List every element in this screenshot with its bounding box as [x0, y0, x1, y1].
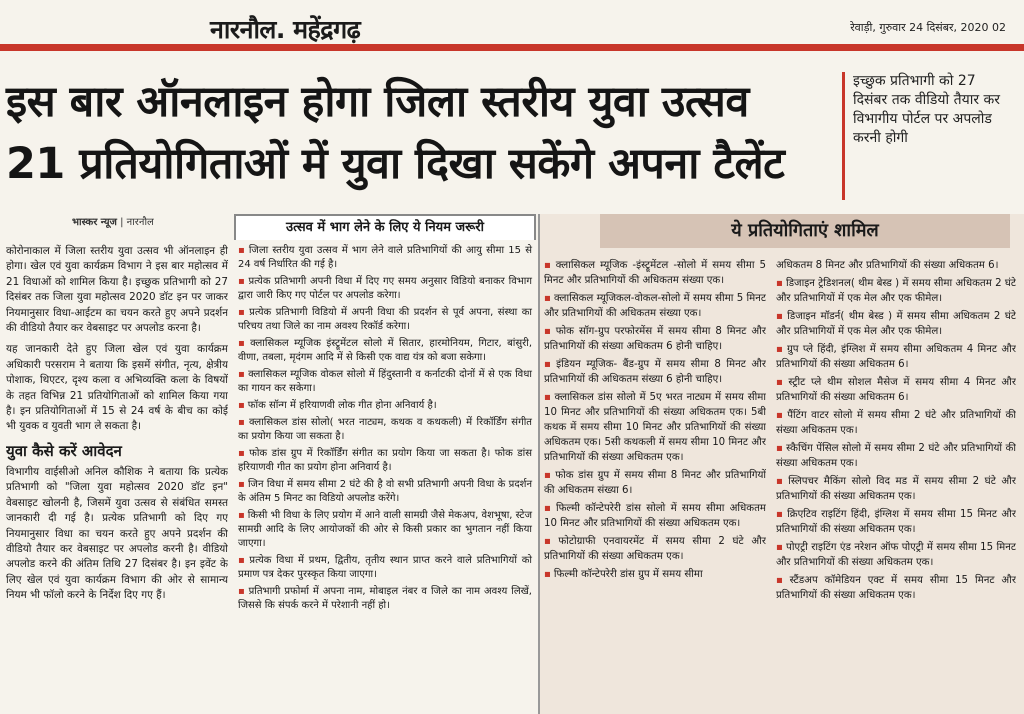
- competition-item: ▪ डिजाइन मॉडर्न( थीम बेस्ड ) में समय सीमा अधिकतम 2 घंटे और प्रतिभागियों में एक मेल और एक फीमेल।: [776, 309, 1016, 339]
- headline-line-2: 21 प्रतियोगिताओं में युवा दिखा सकेंगे अपना टैलेंट: [6, 139, 785, 189]
- competition-item: ▪ स्ट्रीट प्ले थीम सोशल मैसेज में समय सीमा 4 मिनट और प्रतिभागियों की संख्या अधिकतम 6।: [776, 375, 1016, 405]
- competition-item: ▪ फोटोग्राफी एनवायरमेंट में समय सीमा 2 घंटे और प्रतिभागियों की संख्या अधिकतम एक।: [544, 534, 766, 564]
- competitions-title: ये प्रतियोगिताएं शामिल: [600, 214, 1010, 248]
- masthead-rule: [0, 44, 1024, 51]
- competition-item: ▪ ग्रुप प्ले हिंदी, इंग्लिश में समय सीमा अधिकतम 4 मिनट और प्रतिभागियों की संख्या अधिकतम 6।: [776, 342, 1016, 372]
- rule-item: ▪ प्रत्येक प्रतिभागी अपनी विधा में दिए गए समय अनुसार विडियो बनाकर विभाग द्वारा जारी किए गए पोर्टल पर अपलोड करेगा।: [238, 275, 532, 303]
- competition-item: ▪ स्टैंडअप कॉमेडियन एक्ट में समय सीमा 15 मिनट और प्रतिभागियों की संख्या अधिकतम एक।: [776, 573, 1016, 603]
- rule-item: ▪ प्रत्येक प्रतिभागी विडियो में अपनी विधा की प्रदर्शन से पूर्व अपना, संस्था का परिचय तथा जिले का नाम अवश्य रिकॉर्ड करेगा।: [238, 306, 532, 334]
- rule-item: ▪ प्रतिभागी प्रफोर्मा में अपना नाम, मोबाइल नंबर व जिले का नाम अवश्य लिखें, जिससे कि संपर्क करने में परेशानी नहीं हो।: [238, 585, 532, 613]
- competition-item: ▪ क्रिएटिव राइटिंग हिंदी, इंग्लिश में समय सीमा 15 मिनट और प्रतिभागियों की संख्या अधिकतम एक।: [776, 507, 1016, 537]
- competitions-column-a: [544, 258, 766, 714]
- competition-item: ▪ फोक डांस ग्रुप में समय सीमा 8 मिनट और प्रतिभागियों की अधिकतम संख्या 6।: [544, 468, 766, 498]
- rule-item: ▪ जिन विधा में समय सीमा 2 घंटे की है वो सभी प्रतिभागी अपनी विधा के प्रदर्शन के अंतिम 5 मिनट का विडियो अपलोड करेंगे।: [238, 478, 532, 506]
- competition-item: ▪ स्कैचिंग पेंसिल सोलो में समय सीमा 2 घंटे और प्रतिभागियों की संख्या अधिकतम एक।: [776, 441, 1016, 471]
- section-title: नारनौल. महेंद्रगढ़: [210, 15, 361, 44]
- competition-item: ▪ क्लासिकल डांस सोलो में 5ए भरत नाट्यम में समय सीमा 10 मिनट और प्रतिभागियों की संख्या अधिकतम एक। 5बी कथक में समय सीमा 10 मिनट और प्रतिभागियों की संख्या अधिकतम एक। 5सी कथकली में समय सीमा 10 मिनट और प्रतिभागियों की संख्या अधिकतम एक।: [544, 390, 766, 465]
- masthead: [0, 10, 1024, 44]
- rules-title: उत्सव में भाग लेने के लिए ये नियम जरूरी: [234, 214, 536, 240]
- rules-list: [234, 240, 536, 613]
- dateline: रेवाड़ी, गुरुवार 24 दिसंबर, 2020 02: [850, 21, 1006, 34]
- article-paragraph: यह जानकारी देते हुए जिला खेल एवं युवा कार्यक्रम अधिकारी परसराम ने बताया कि इसमें संगीत, नृत्य, क्षेत्रीय पोशाक, थिएटर, दृश्य कला व अभिव्यक्ति कला के विषयों के तहत विभिन्न 21 प्रतियोगिताओं को शामिल किया गया है। इन प्रतियोगिताओं में 15 से 24 वर्ष के बीच का कोई भी युवक व युवती भाग ले सकता है।: [6, 343, 228, 433]
- rule-item: ▪ क्लासिकल म्यूजिक इंस्ट्रूमेंटल सोलो में सितार, हारमोनियम, गिटार, बांसुरी, वीणा, तबला, मृदंगम आदि में से किसी एक वाद्य यंत्र को बजा सकेगा।: [238, 337, 532, 365]
- byline-place: नारनौल: [126, 217, 154, 228]
- article-paragraph: विभागीय वाईसीओ अनिल कौशिक ने बताया कि प्रत्येक प्रतिभागी को "जिला युवा महोत्सव 2020 डॉट इन" वेबसाइट खोलनी है, जिसमें युवा उत्सव से संबंधित समस्त जानकारी दी गई है। प्रत्येक प्रतिभागी को दिए गए नियमानुसार विधा का चयन करते हुए अपने प्रदर्शन की वीडियो तैयार कर वेबसाइट पर अपलोड करनी है। वीडियो अपलोड करने की अंतिम तिथि 27 दिसंबर है। इन इवेंट के लिए खेल एवं युवा कार्यक्रम विभाग की ओर से सामान्य नियम भी फॉलो करने के निर्देश दिए गए हैं।: [6, 465, 228, 602]
- byline-source: भास्कर न्यूज: [72, 217, 117, 228]
- competition-item: ▪ फोक सॉग-ग्रुप परफोरमेंस में समय सीमा 8 मिनट और प्रतिभागियों की संख्या अधिकतम 6 होनी चाहिए।: [544, 324, 766, 354]
- competition-item: ▪ क्लासिकल म्यूजिक -इंस्ट्रूमेंटल -सोलो में समय सीमा 5 मिनट और प्रतिभागियों की अधिकतम संख्या एक।: [544, 258, 766, 288]
- competition-item: ▪ इंडियन म्यूजिक- बैंड-ग्रुप में समय सीमा 8 मिनट और प्रतिभागियों की अधिकतम संख्या 6 होनी चाहिए।: [544, 357, 766, 387]
- rule-item: ▪ प्रत्येक विधा में प्रथम, द्वितीय, तृतीय स्थान प्राप्त करने वाले प्रतिभागियों को प्रमाण पत्र देकर पुरस्कृत किया जाएगा।: [238, 554, 532, 582]
- highlight-text: इच्छुक प्रतिभागी को 27 दिसंबर तक वीडियो तैयार कर विभागीय पोर्टल पर अपलोड करनी होगी: [853, 73, 1000, 146]
- competition-item: ▪ फिल्मी कॉन्टेपरेरी डांस ग्रुप में समय सीमा: [544, 567, 766, 582]
- headline-line-1: इस बार ऑनलाइन होगा जिला स्तरीय युवा उत्सव: [6, 77, 749, 127]
- competition-item: ▪ डिजाइन ट्रेडिशनल( थीम बेस्ड ) में समय सीमा अधिकतम 2 घंटे और प्रतिभागियों में एक मेल और एक फीमेल।: [776, 276, 1016, 306]
- byline: भास्कर न्यूज | नारनौल: [72, 217, 154, 228]
- competition-item: ▪ फिल्मी कॉन्टेपरेरी डांस सोलो में समय सीमा अधिकतम 10 मिनट और प्रतिभागियों की संख्या अधिकतम एक।: [544, 501, 766, 531]
- rules-box: [234, 214, 536, 714]
- article-paragraph: कोरोनाकाल में जिला स्तरीय युवा उत्सव भी ऑनलाइन ही होगा। खेल एवं युवा कार्यक्रम विभाग ने इस बार महोत्सव में 21 विधाओं को शामिल किया है। इच्छुक प्रतिभागी को 27 दिसंबर तक जिला युवा महोत्सव 2020 डॉट इन पर जाकर नियमानुसार विधा-आईटम का चयन करते हुए अपने प्रदर्शन की वीडियो तैयार कर वेबसाइट पर अपलोड करना है।: [6, 245, 228, 335]
- competition-item-continued: अधिकतम 8 मिनट और प्रतिभागियों की संख्या अधिकतम 6।: [776, 260, 999, 271]
- competition-item: ▪ स्लिपचर मैकिंग सोलो विद मड में समय सीमा 2 घंटे और प्रतिभागियों की संख्या अधिकतम एक।: [776, 474, 1016, 504]
- competition-item: ▪ पैंटिंग वाटर सोलो में समय सीमा 2 घंटे और प्रतिभागियों की संख्या अधिकतम एक।: [776, 408, 1016, 438]
- rule-item: ▪ फॉक सॉन्ग में हरियाणवी लोक गीत होना अनिवार्य है।: [238, 399, 532, 413]
- rule-item: ▪ क्लासिकल म्यूजिक वोकल सोलो में हिंदुस्तानी व कर्नाटकी दोनों में से एक विधा का गायन कर सकेगा।: [238, 368, 532, 396]
- competitions-column-b: [776, 258, 1016, 714]
- rule-item: ▪ किसी भी विधा के लिए प्रयोग में आने वाली सामग्री जैसे मेकअप, वेशभूषा, स्टेज सामग्री आदि के लिए आयोजकों की ओर से किसी प्रकार का भुगतान नहीं किया जाएगा।: [238, 509, 532, 551]
- highlight-box: [842, 72, 1014, 200]
- article-column: [6, 244, 228, 712]
- rule-item: ▪ फोक डांस ग्रुप में रिकॉर्डिंग संगीत का प्रयोग किया जा सकता है। फोक डांस हरियाणवी गीत का प्रयोग होना अनिवार्य है।: [238, 447, 532, 475]
- competition-item: ▪ पोएट्री राइटिंग एंड नरेशन ऑफ पोएट्री में समय सीमा 15 मिनट और प्रतिभागियों की संख्या अधिकतम एक।: [776, 540, 1016, 570]
- article-subhead: युवा कैसे करें आवेदन: [6, 441, 122, 460]
- rule-item: ▪ क्लासिकल डांस सोलो( भरत नाट्यम, कथक व कथकली) में रिकॉर्डिंग संगीत का प्रयोग किया जा सकता है।: [238, 416, 532, 444]
- rule-item: ▪ जिला स्तरीय युवा उत्सव में भाग लेने वाले प्रतिभागियों की आयु सीमा 15 से 24 वर्ष निर्धारित की गई है।: [238, 244, 532, 272]
- competition-item: ▪ क्लासिकल म्यूजिकल-वोकल-सोलो में समय सीमा 5 मिनट और प्रतिभागियों की अधिकतम संख्या एक।: [544, 291, 766, 321]
